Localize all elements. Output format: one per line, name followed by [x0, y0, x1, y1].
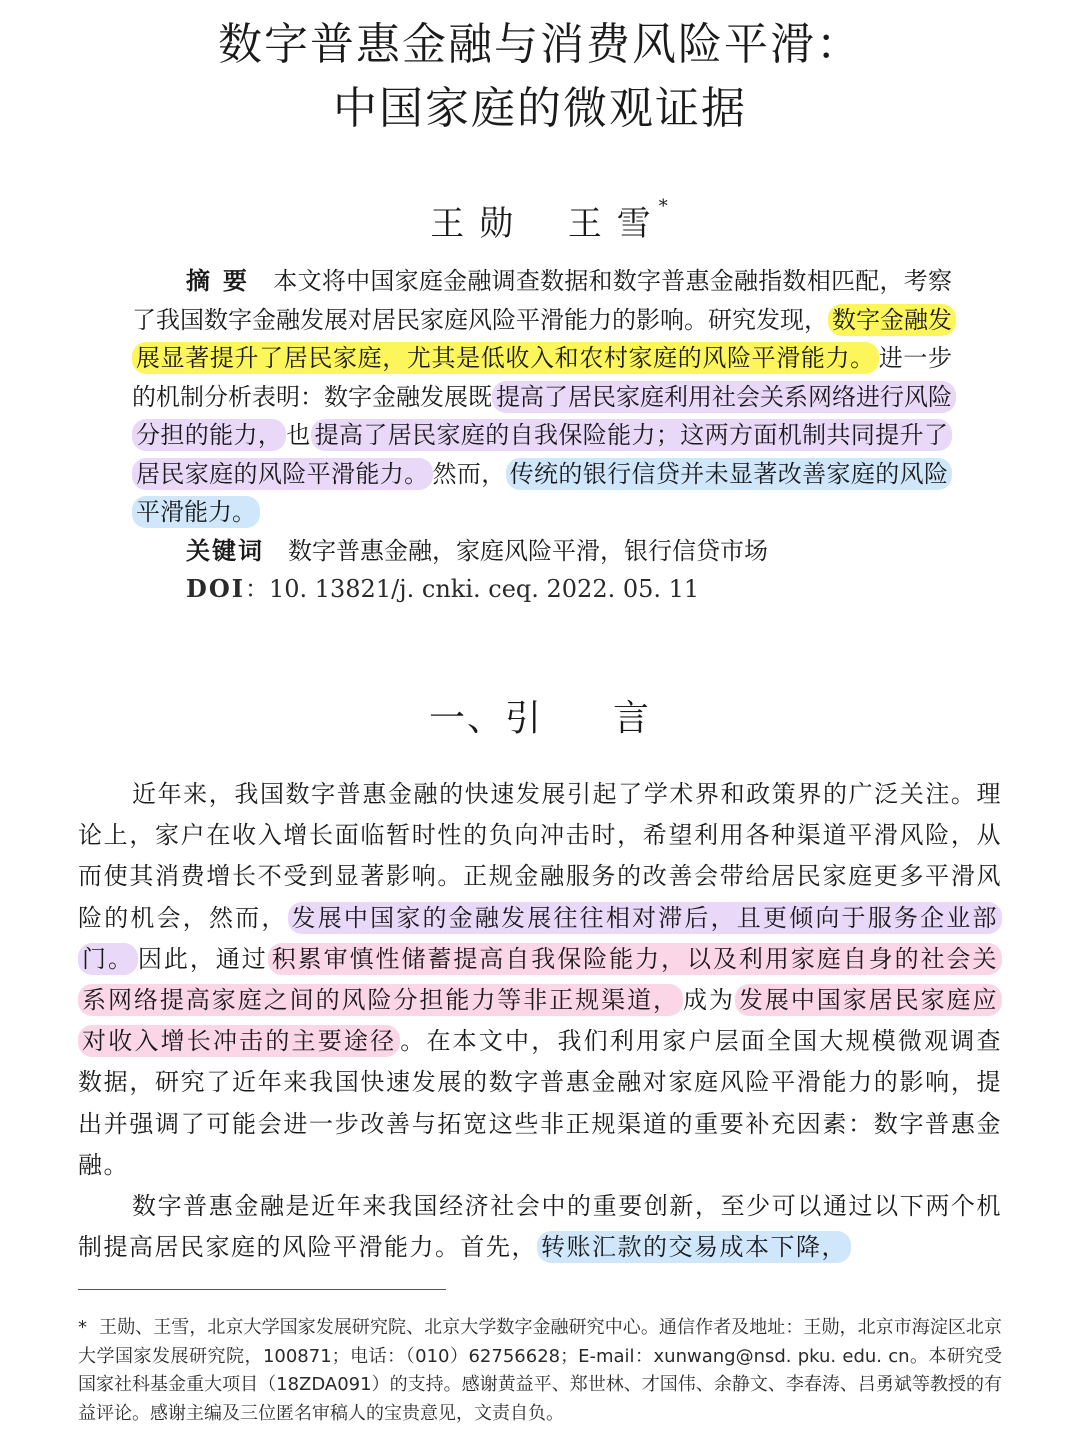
body-paragraph-2	[78, 1186, 1002, 1268]
section-title-end: 言	[613, 698, 652, 739]
section-number: 一、引	[428, 698, 543, 739]
abstract-highlight-mechanism-2: 提高了居民家庭的自我保险能力；这两方面机制共同提升了居民家庭的风险平滑能力。	[132, 419, 952, 490]
abstract-text: 然而，	[432, 459, 506, 488]
body-highlight-main-approach: 发展中国家居民家庭应对收入增长冲击的主要途径	[78, 984, 1002, 1057]
abstract-block	[132, 262, 952, 609]
abstract-label: 摘 要	[186, 266, 250, 295]
keywords-text: 数字普惠金融，家庭风险平滑，银行信贷市场	[288, 536, 768, 565]
footnote-mark: *	[78, 1317, 87, 1338]
doi-label: DOI	[186, 574, 245, 603]
doi-line	[132, 570, 952, 609]
author-line	[0, 196, 1080, 245]
paper-title-line-2: 中国家庭的微观证据	[333, 83, 747, 134]
footnote-divider	[78, 1289, 446, 1290]
abstract-highlight-mechanism-1: 提高了居民家庭利用社会关系网络进行风险分担的能力，	[132, 381, 956, 452]
body-text	[78, 774, 1002, 1268]
abstract-paragraph	[132, 262, 952, 532]
body-text-run: 成为	[682, 986, 735, 1015]
body-highlight-finance-lag: 发展中国家的金融发展往往相对滞后，且更倾向于服务企业部门。	[78, 902, 1002, 975]
section-heading-introduction	[0, 690, 1080, 741]
doi-value: ：10. 13821/j. cnki. ceq. 2022. 05. 11	[244, 575, 700, 603]
keywords-label: 关键词	[186, 535, 264, 565]
abstract-highlight-bank-credit: 传统的银行信贷并未显著改善家庭的风险平滑能力。	[132, 458, 952, 529]
body-text-run: 。在本文中，我们利用家户层面全国大规模微观调查数据，研究了近年来我国快速发展的数字普惠金融对家庭风险平滑能力的影响，提出并强调了可能会进一步改善与拓宽这些非正规渠道的重要补充因素：数字普惠金融。	[78, 1027, 1003, 1179]
body-paragraph-1	[78, 774, 1002, 1186]
abstract-highlight-finding: 数字金融发展显著提升了居民家庭，尤其是低收入和农村家庭的风险平滑能力。	[132, 304, 956, 375]
body-highlight-informal-channels: 积累审慎性储蓄提高自我保险能力，以及利用家庭自身的社会关系网络提高家庭之间的风险分担能力等非正规渠道，	[78, 943, 1002, 1016]
author-2: 王 雪	[567, 204, 653, 244]
footnote-text: 王勋、王雪，北京大学国家发展研究院、北京大学数字金融研究中心。通信作者及地址：王勋，北京市海淀区北京大学国家发展研究院，100871；电话：（010）62756628；E-mail：xunwang@nsd. pku. edu. cn。本研究受国家社科基金重大项目（18ZDA091）的支持。感谢黄益平、郑世林、才国伟、余静文、李春涛、吕勇斌等教授的有益评论。感谢主编及三位匿名审稿人的宝贵意见，文责自负。	[78, 1317, 1002, 1424]
abstract-text: 本文将中国家庭金融调查数据和数字普惠金融指数相匹配，考察了我国数字金融发展对居民家庭风险平滑能力的影响。研究发现，	[132, 267, 953, 334]
paper-title-line-1: 数字普惠金融与消费风险平滑：	[218, 19, 862, 70]
author-1: 王 勋	[430, 204, 516, 244]
keywords-line	[132, 532, 952, 571]
body-highlight-transfer-cost: 转账汇款的交易成本下降，	[537, 1231, 851, 1263]
author-footnote-mark: *	[658, 196, 670, 217]
body-text-run: 因此，通过	[137, 944, 268, 973]
footnote	[78, 1314, 1002, 1428]
body-text-run: 近年来，我国数字普惠金融的快速发展引起了学术界和政策界的广泛关注。理论上，家户在收入增长面临暂时性的负向冲击时，希望利用各种渠道平滑风险，从而使其消费增长不受到显著影响。正规金融服务的改善会带给居民家庭更多平滑风险的机会，然而，	[78, 780, 1002, 932]
abstract-text: 进一步的机制分析表明：数字金融发展既	[132, 344, 952, 411]
abstract-text: 也	[286, 421, 311, 449]
body-text-run: 数字普惠金融是近年来我国经济社会中的重要创新，至少可以通过以下两个机制提高居民家庭的风险平滑能力。首先，	[78, 1192, 1002, 1262]
